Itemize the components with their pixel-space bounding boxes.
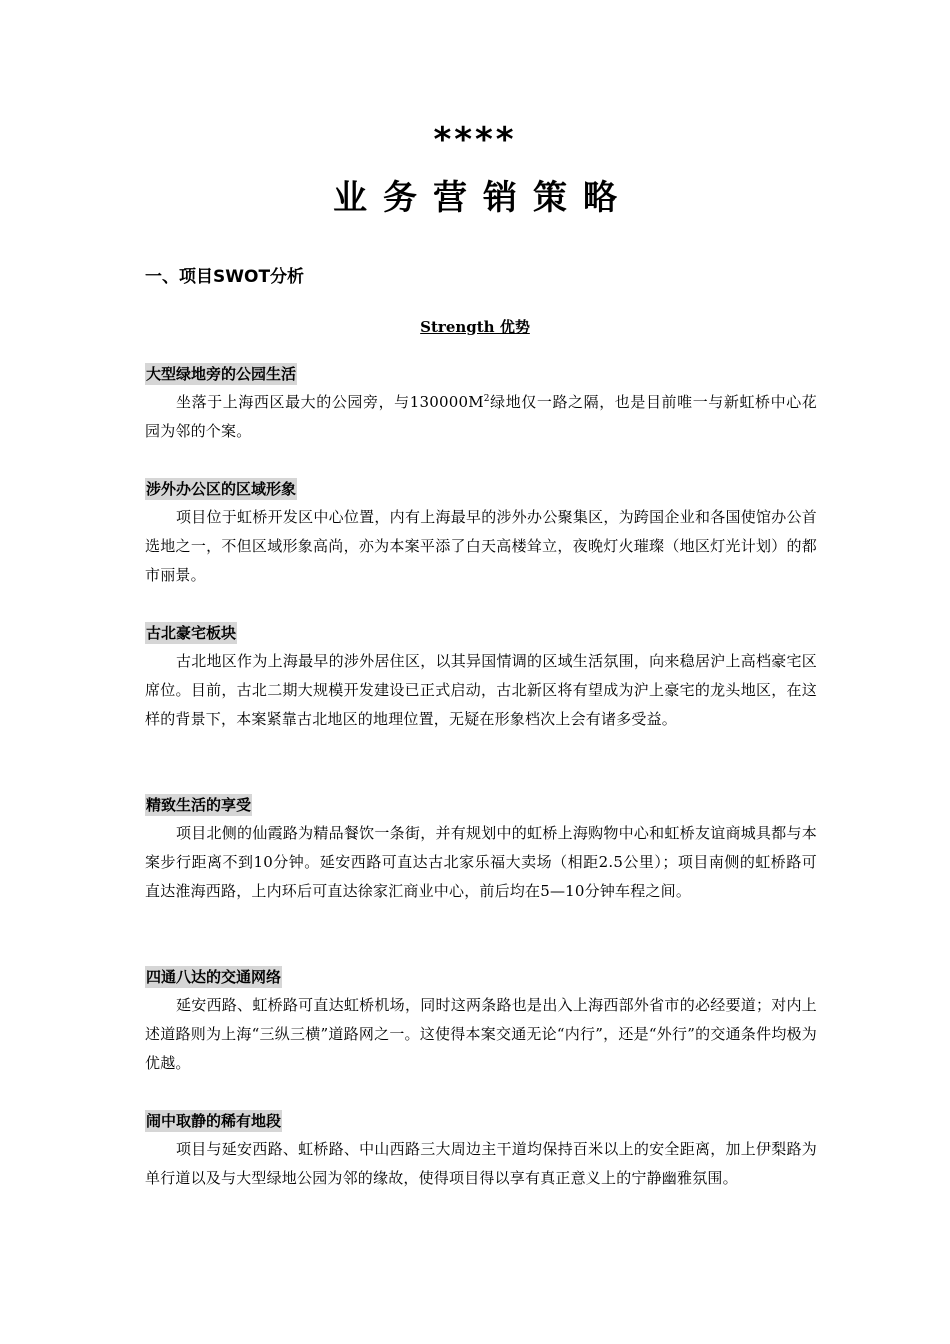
item-block — [145, 478, 817, 590]
document-title: 业务营销策略 — [333, 178, 633, 218]
item-title: 闹中取静的稀有地段 — [146, 1112, 282, 1130]
superscript: 2 — [483, 394, 490, 404]
item-block — [145, 363, 817, 446]
sub-heading — [0, 315, 950, 339]
item-title: 古北豪宅板块 — [146, 624, 237, 642]
item-block — [145, 622, 817, 734]
item-title: 大型绿地旁的公园生活 — [146, 365, 297, 383]
item-body: 项目位于虹桥开发区中心位置，内有上海最早的涉外办公聚集区，为跨国企业和各国使馆办公首选地之一，不但区域形象高尚，亦为本案平添了白天高楼耸立，夜晚灯火璀璨（地区灯光计划）的都市丽景。 — [145, 508, 817, 584]
item-block — [145, 966, 817, 1078]
item-body: 延安西路、虹桥路可直达虹桥机场，同时这两条路也是出入上海西部外省市的必经要道；对内上述道路则为上海“三纵三横”道路网之一。这使得本案交通无论“内行”，还是“外行”的交通条件均极为优越。 — [145, 996, 817, 1072]
item-body: 古北地区作为上海最早的涉外居住区，以其异国情调的区域生活氛围，向来稳居沪上高档豪宅区席位。目前，古北二期大规模开发建设已正式启动，古北新区将有望成为沪上豪宅的龙头地区，在这样的背景下，本案紧靠古北地区的地理位置，无疑在形象档次上会有诸多受益。 — [145, 652, 817, 728]
item-title: 涉外办公区的区域形象 — [146, 480, 297, 498]
item-block — [145, 794, 817, 906]
item-title: 四通八达的交通网络 — [146, 968, 282, 986]
item-body: 项目北侧的仙霞路为精品餐饮一条街，并有规划中的虹桥上海购物中心和虹桥友谊商城具都与本案步行距离不到10分钟。延安西路可直达古北家乐福大卖场（相距2.5公里）；项目南侧的虹桥路可直达淮海西路，上内环后可直达徐家汇商业中心，前后均在5—10分钟车程之间。 — [145, 824, 817, 900]
item-title: 精致生活的享受 — [146, 796, 252, 814]
item-body: 项目与延安西路、虹桥路、中山西路三大周边主干道均保持百米以上的安全距离，加上伊梨路为单行道以及与大型绿地公园为邻的缘故，使得项目得以享有真正意义上的宁静幽雅氛围。 — [145, 1140, 817, 1187]
section-heading: 一、项目SWOT分析 — [145, 267, 305, 287]
item-body: 坐落于上海西区最大的公园旁，与$130000M^2$绿地仅一路之隔，也是目前唯一与新虹桥中心花园为邻的个案。 — [145, 393, 818, 440]
sub-heading-text: Strength 优势 — [420, 318, 530, 336]
item-block — [145, 1110, 817, 1193]
document-title-stars: **** — [433, 120, 517, 160]
